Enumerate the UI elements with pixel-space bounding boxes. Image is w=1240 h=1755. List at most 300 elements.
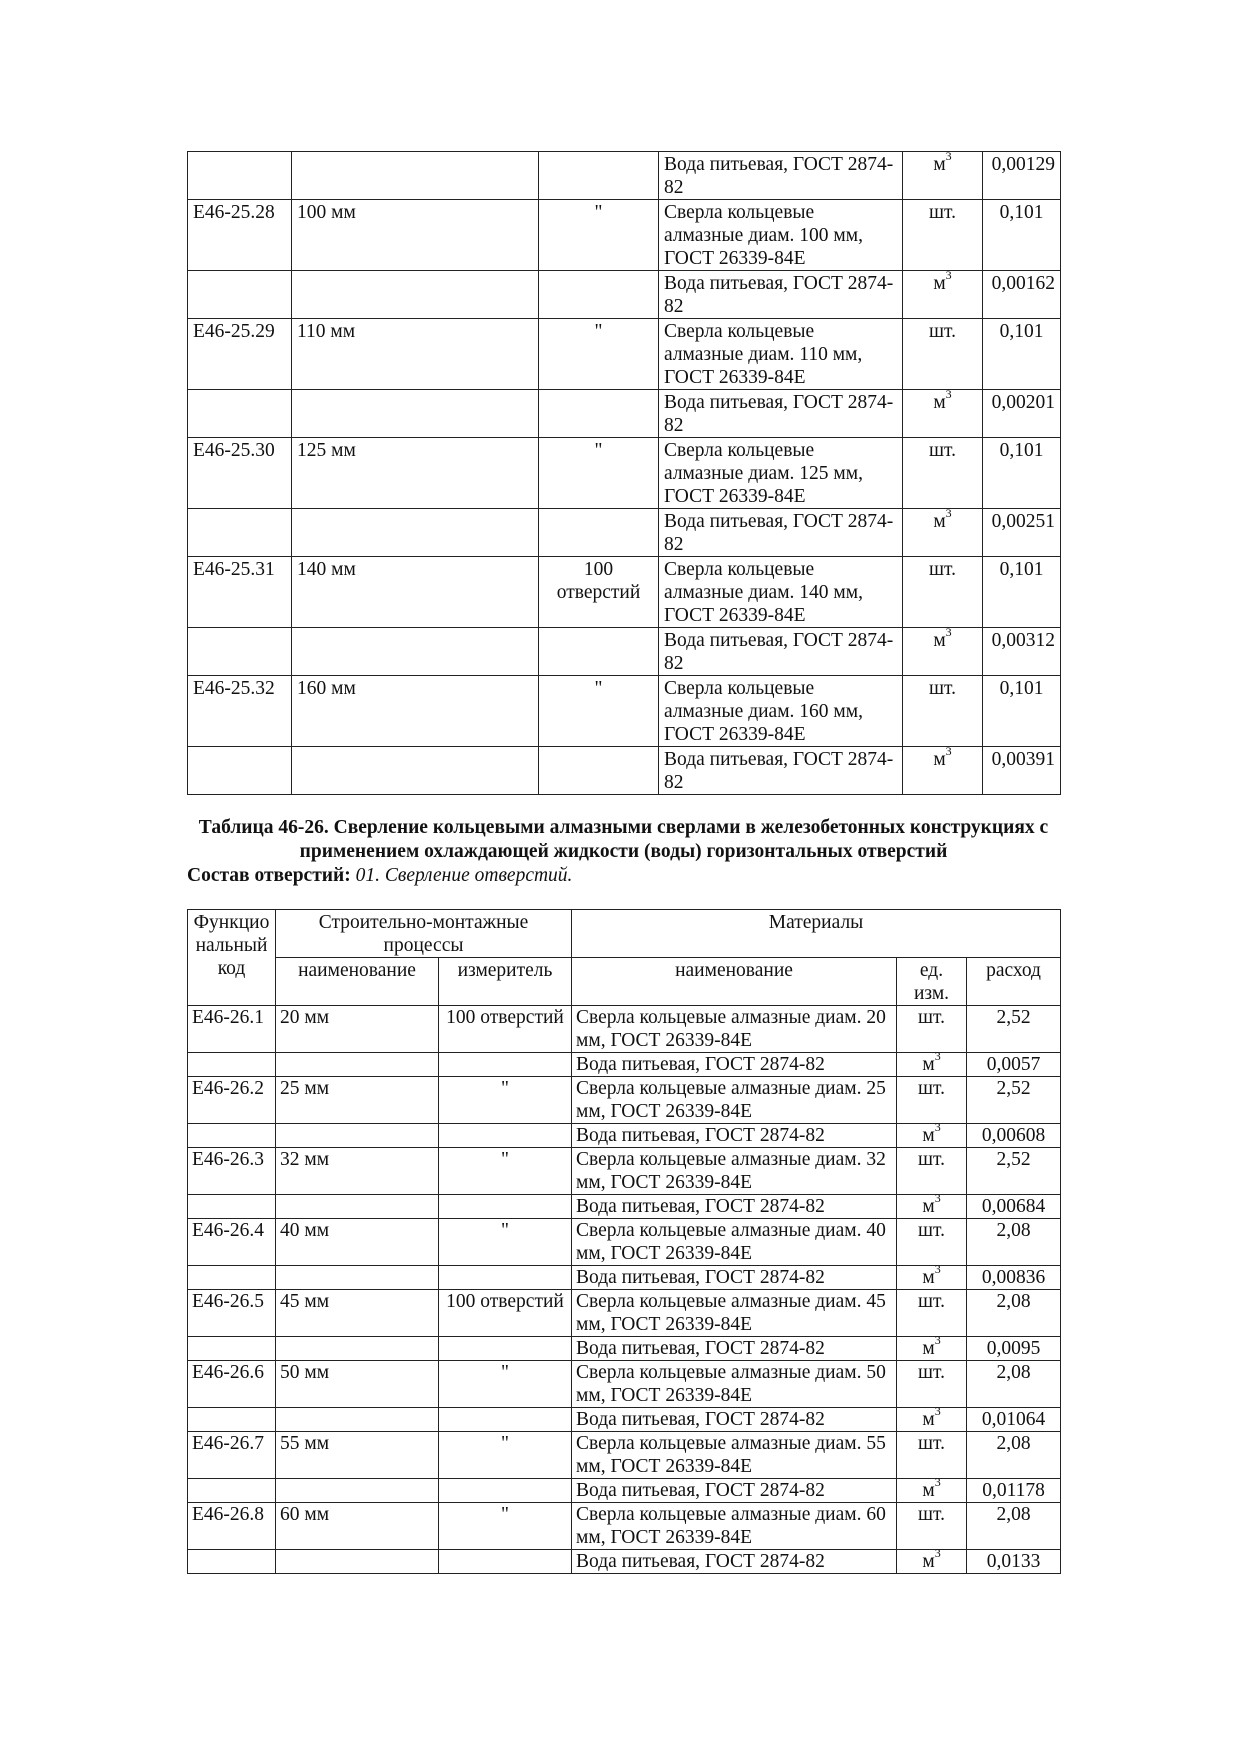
cell-measure	[539, 676, 659, 747]
cell-name	[292, 152, 539, 200]
cell-measure	[539, 271, 659, 319]
cell-unit-text: м	[933, 749, 946, 770]
cell-amount	[967, 1148, 1061, 1195]
cell-amount	[967, 1550, 1061, 1574]
cell-material-text: Вода питьевая, ГОСТ 2874-82	[576, 1338, 825, 1359]
cell-measure	[539, 319, 659, 390]
cell-name	[276, 1077, 439, 1124]
cell-unit-text: м	[933, 511, 946, 532]
cell-amount-text: 2,08	[996, 1504, 1031, 1525]
cell-material-text: Сверла кольцевые алмазные диам. 45 мм, ГОСТ 26339-84Е	[576, 1291, 886, 1335]
unit-superscript: 3	[934, 1475, 941, 1489]
table-row	[188, 1503, 1061, 1550]
cell-name	[276, 1148, 439, 1195]
cell-measure	[439, 1361, 572, 1408]
cell-unit-text: м	[933, 630, 946, 651]
cell-unit	[903, 557, 983, 628]
cell-amount	[967, 1077, 1061, 1124]
cell-unit-text: м	[933, 392, 946, 413]
cell-code-text: Е46-25.32	[193, 678, 275, 699]
header-mat-unit: ед. изм.	[897, 958, 967, 1006]
table-row	[188, 1266, 1061, 1290]
cell-material	[659, 319, 903, 390]
cell-name-text: 50 мм	[280, 1362, 330, 1383]
cell-material	[572, 1195, 897, 1219]
cell-amount-text: 0,0057	[986, 1054, 1041, 1075]
cell-unit	[897, 1475, 967, 1503]
cell-measure	[439, 1550, 572, 1574]
cell-material	[659, 557, 903, 628]
table-row	[188, 747, 1061, 795]
cell-code	[188, 1479, 276, 1503]
cell-material	[572, 1077, 897, 1124]
cell-name	[292, 319, 539, 390]
cell-material-text: Вода питьевая, ГОСТ 2874-82	[664, 630, 894, 674]
composition-label: Состав отверстий:	[187, 865, 351, 886]
cell-unit	[903, 200, 983, 271]
cell-unit-text: м	[922, 1196, 935, 1217]
cell-measure-text: "	[501, 1220, 509, 1241]
cell-name-text: 140 мм	[297, 559, 356, 580]
cell-material-text: Вода питьевая, ГОСТ 2874-82	[664, 511, 894, 555]
cell-amount	[967, 1266, 1061, 1290]
cell-unit	[903, 506, 983, 557]
cell-material	[572, 1503, 897, 1550]
table-header	[188, 910, 1061, 1006]
cell-amount	[967, 1290, 1061, 1337]
header-mat-name: наименование	[572, 958, 897, 1006]
cell-amount-text: 0,0095	[986, 1338, 1041, 1359]
cell-name-text: 25 мм	[280, 1078, 330, 1099]
unit-superscript: 3	[945, 149, 952, 163]
table-row	[188, 1195, 1061, 1219]
cell-name	[292, 438, 539, 509]
cell-amount-text: 0,101	[999, 321, 1044, 342]
composition-line	[187, 864, 1060, 888]
table-row	[188, 390, 1061, 438]
cell-code	[188, 200, 292, 271]
cell-code	[188, 1361, 276, 1408]
cell-unit	[903, 387, 983, 438]
cell-unit	[897, 1049, 967, 1077]
cell-amount-text: 0,00836	[981, 1267, 1046, 1288]
table-row	[188, 628, 1061, 676]
cell-code-text: Е46-26.5	[192, 1291, 265, 1312]
cell-measure	[539, 557, 659, 628]
cell-measure	[539, 438, 659, 509]
table-46-25-continuation	[187, 151, 1061, 795]
cell-code	[188, 1195, 276, 1219]
cell-material-text: Сверла кольцевые алмазные диам. 160 мм, ГОСТ 26339-84Е	[664, 678, 863, 745]
cell-measure-text: "	[501, 1433, 509, 1454]
cell-unit-text: шт.	[918, 1007, 945, 1028]
cell-amount-text: 0,01064	[981, 1409, 1046, 1430]
cell-unit	[897, 1262, 967, 1290]
cell-material	[572, 1219, 897, 1266]
unit-superscript: 3	[934, 1262, 941, 1276]
table-row	[188, 200, 1061, 271]
table-row	[188, 1006, 1061, 1053]
cell-code	[188, 390, 292, 438]
header-row	[188, 910, 1061, 958]
cell-name	[276, 1124, 439, 1148]
cell-code-text: Е46-26.2	[192, 1078, 265, 1099]
cell-code	[188, 1077, 276, 1124]
cell-material-text: Вода питьевая, ГОСТ 2874-82	[576, 1196, 825, 1217]
cell-code	[188, 271, 292, 319]
cell-measure-text: 100 отверстий	[446, 1291, 564, 1312]
cell-name-text: 100 мм	[297, 202, 356, 223]
cell-unit-text: шт.	[918, 1291, 945, 1312]
cell-unit-text: шт.	[929, 202, 956, 223]
cell-name	[292, 271, 539, 319]
cell-code	[188, 152, 292, 200]
cell-unit	[897, 1290, 967, 1337]
cell-amount-text: 0,101	[999, 440, 1044, 461]
cell-material-text: Вода питьевая, ГОСТ 2874-82	[576, 1125, 825, 1146]
cell-unit	[903, 625, 983, 676]
table-body	[188, 149, 1061, 795]
header-subrow	[188, 958, 1061, 1006]
cell-material-text: Вода питьевая, ГОСТ 2874-82	[576, 1551, 825, 1572]
cell-material	[572, 1479, 897, 1503]
table-row	[188, 1219, 1061, 1266]
cell-code-text: Е46-26.4	[192, 1220, 265, 1241]
cell-code	[188, 1432, 276, 1479]
cell-material	[572, 1432, 897, 1479]
cell-unit-text: шт.	[918, 1220, 945, 1241]
table-46-26	[187, 909, 1061, 1574]
cell-name	[292, 676, 539, 747]
table-row	[188, 319, 1061, 390]
cell-measure	[439, 1503, 572, 1550]
cell-measure-text: 100 отверстий	[556, 559, 641, 603]
cell-amount	[983, 390, 1061, 438]
cell-name-text: 40 мм	[280, 1220, 330, 1241]
cell-material	[659, 628, 903, 676]
cell-material	[572, 1006, 897, 1053]
cell-amount-text: 0,101	[999, 202, 1044, 223]
cell-measure	[439, 1219, 572, 1266]
cell-material-text: Сверла кольцевые алмазные диам. 60 мм, ГОСТ 26339-84Е	[576, 1504, 886, 1548]
cell-unit-text: м	[922, 1480, 935, 1501]
cell-amount-text: 0,0133	[986, 1551, 1041, 1572]
cell-unit-text: м	[922, 1409, 935, 1430]
table-row	[188, 1337, 1061, 1361]
unit-superscript: 3	[945, 506, 952, 520]
cell-name-text: 60 мм	[280, 1504, 330, 1525]
header-processes: Строительно-монтажные процессы	[276, 910, 572, 958]
cell-measure	[439, 1337, 572, 1361]
cell-amount	[983, 628, 1061, 676]
cell-code-text: Е46-25.31	[193, 559, 275, 580]
cell-unit	[897, 1404, 967, 1432]
cell-unit	[903, 149, 983, 200]
cell-material-text: Вода питьевая, ГОСТ 2874-82	[664, 273, 894, 317]
cell-material	[659, 390, 903, 438]
cell-measure	[539, 628, 659, 676]
cell-amount-text: 0,00162	[991, 273, 1055, 294]
cell-material-text: Сверла кольцевые алмазные диам. 32 мм, ГОСТ 26339-84Е	[576, 1149, 886, 1193]
cell-code-text: Е46-25.29	[193, 321, 275, 342]
cell-measure-text: "	[501, 1504, 509, 1525]
cell-measure-text: 100 отверстий	[446, 1007, 564, 1028]
cell-code	[188, 1006, 276, 1053]
table-body	[188, 1006, 1061, 1574]
cell-material	[572, 1290, 897, 1337]
cell-name-text: 110 мм	[297, 321, 356, 342]
table-row	[188, 1361, 1061, 1408]
cell-name	[292, 557, 539, 628]
cell-code	[188, 1290, 276, 1337]
cell-amount	[983, 271, 1061, 319]
cell-measure	[439, 1124, 572, 1148]
cell-unit-text: шт.	[918, 1078, 945, 1099]
unit-superscript: 3	[945, 387, 952, 401]
cell-unit	[903, 676, 983, 747]
table-row	[188, 1432, 1061, 1479]
cell-measure-text: "	[594, 440, 603, 461]
cell-amount	[967, 1361, 1061, 1408]
cell-unit-text: м	[933, 154, 946, 175]
cell-material-text: Сверла кольцевые алмазные диам. 110 мм, ГОСТ 26339-84Е	[664, 321, 863, 388]
cell-name	[276, 1408, 439, 1432]
cell-measure-text: "	[594, 202, 603, 223]
cell-material-text: Сверла кольцевые алмазные диам. 50 мм, ГОСТ 26339-84Е	[576, 1362, 886, 1406]
cell-material	[659, 509, 903, 557]
cell-unit-text: шт.	[918, 1149, 945, 1170]
cell-name	[292, 200, 539, 271]
cell-amount-text: 2,08	[996, 1362, 1031, 1383]
cell-name	[276, 1195, 439, 1219]
cell-amount-text: 0,00312	[991, 630, 1055, 651]
unit-superscript: 3	[934, 1191, 941, 1205]
cell-amount	[983, 200, 1061, 271]
cell-material-text: Вода питьевая, ГОСТ 2874-82	[664, 154, 894, 198]
cell-code-text: Е46-26.6	[192, 1362, 265, 1383]
cell-amount	[967, 1006, 1061, 1053]
cell-material-text: Вода питьевая, ГОСТ 2874-82	[664, 392, 894, 436]
cell-code	[188, 509, 292, 557]
cell-name-text: 20 мм	[280, 1007, 330, 1028]
header-proc-measure: измеритель	[439, 958, 572, 1006]
cell-material-text: Сверла кольцевые алмазные диам. 55 мм, ГОСТ 26339-84Е	[576, 1433, 886, 1477]
cell-amount-text: 0,00391	[991, 749, 1055, 770]
cell-unit-text: шт.	[918, 1362, 945, 1383]
cell-material	[572, 1408, 897, 1432]
cell-amount-text: 0,101	[999, 678, 1044, 699]
cell-name	[276, 1006, 439, 1053]
cell-unit-text: шт.	[918, 1504, 945, 1525]
cell-name	[292, 390, 539, 438]
cell-code	[188, 1219, 276, 1266]
cell-measure	[439, 1266, 572, 1290]
cell-amount-text: 0,101	[999, 559, 1044, 580]
cell-unit	[903, 438, 983, 509]
cell-code	[188, 1408, 276, 1432]
cell-material-text: Вода питьевая, ГОСТ 2874-82	[576, 1267, 825, 1288]
cell-unit	[897, 1120, 967, 1148]
cell-material	[572, 1361, 897, 1408]
cell-material-text: Сверла кольцевые алмазные диам. 40 мм, ГОСТ 26339-84Е	[576, 1220, 886, 1264]
cell-unit-text: шт.	[918, 1433, 945, 1454]
cell-measure-text: "	[501, 1149, 509, 1170]
cell-amount	[967, 1124, 1061, 1148]
cell-measure	[439, 1195, 572, 1219]
cell-unit	[897, 1432, 967, 1479]
cell-name	[276, 1053, 439, 1077]
cell-amount-text: 2,08	[996, 1220, 1031, 1241]
cell-material	[659, 747, 903, 795]
cell-unit	[897, 1148, 967, 1195]
cell-unit-text: м	[922, 1267, 935, 1288]
cell-measure	[539, 509, 659, 557]
cell-unit-text: шт.	[929, 678, 956, 699]
table-title: Таблица 46-26. Сверление кольцевыми алмазными сверлами в железобетонных конструкциях с применением охлаждающей жидкости (воды) горизонтальных отверстий	[198, 817, 1049, 862]
cell-code	[188, 1148, 276, 1195]
cell-material	[659, 152, 903, 200]
cell-name	[276, 1550, 439, 1574]
cell-unit	[903, 319, 983, 390]
cell-unit	[897, 1503, 967, 1550]
cell-name	[276, 1219, 439, 1266]
cell-unit	[903, 744, 983, 795]
cell-unit	[897, 1077, 967, 1124]
cell-unit-text: м	[922, 1054, 935, 1075]
cell-code	[188, 1266, 276, 1290]
table-row	[188, 1550, 1061, 1574]
cell-amount	[983, 152, 1061, 200]
unit-superscript: 3	[945, 625, 952, 639]
table-row	[188, 438, 1061, 509]
cell-amount-text: 2,08	[996, 1291, 1031, 1312]
cell-amount	[967, 1337, 1061, 1361]
cell-amount	[967, 1503, 1061, 1550]
cell-unit	[897, 1006, 967, 1053]
cell-code	[188, 1337, 276, 1361]
table-row	[188, 509, 1061, 557]
unit-superscript: 3	[934, 1404, 941, 1418]
cell-measure	[439, 1053, 572, 1077]
header-materials: Материалы	[572, 910, 1061, 958]
cell-code	[188, 319, 292, 390]
cell-material	[659, 200, 903, 271]
cell-amount-text: 0,01178	[982, 1480, 1045, 1501]
cell-material	[572, 1053, 897, 1077]
cell-material	[659, 438, 903, 509]
cell-measure	[439, 1148, 572, 1195]
cell-name	[276, 1290, 439, 1337]
cell-measure-text: "	[594, 321, 603, 342]
cell-code-text: Е46-25.30	[193, 440, 275, 461]
cell-material-text: Сверла кольцевые алмазные диам. 25 мм, ГОСТ 26339-84Е	[576, 1078, 886, 1122]
table-row	[188, 676, 1061, 747]
cell-material-text: Сверла кольцевые алмазные диам. 140 мм, ГОСТ 26339-84Е	[664, 559, 863, 626]
cell-name-text: 125 мм	[297, 440, 356, 461]
cell-amount	[967, 1219, 1061, 1266]
cell-amount	[983, 747, 1061, 795]
cell-amount-text: 2,08	[996, 1433, 1031, 1454]
cell-amount-text: 2,52	[996, 1149, 1031, 1170]
cell-code-text: Е46-26.1	[192, 1007, 265, 1028]
cell-name	[276, 1337, 439, 1361]
cell-unit-text: шт.	[929, 321, 956, 342]
table-row	[188, 1148, 1061, 1195]
cell-name	[292, 628, 539, 676]
header-proc-name: наименование	[276, 958, 439, 1006]
cell-measure	[439, 1006, 572, 1053]
cell-amount	[967, 1432, 1061, 1479]
cell-name	[276, 1361, 439, 1408]
cell-amount	[967, 1195, 1061, 1219]
cell-measure	[539, 152, 659, 200]
cell-amount	[983, 557, 1061, 628]
cell-code	[188, 557, 292, 628]
composition-value: 01. Сверление отверстий.	[355, 865, 573, 886]
cell-material-text: Сверла кольцевые алмазные диам. 100 мм, ГОСТ 26339-84Е	[664, 202, 863, 269]
unit-superscript: 3	[945, 268, 952, 282]
cell-code	[188, 438, 292, 509]
cell-code	[188, 1124, 276, 1148]
cell-name-text: 32 мм	[280, 1149, 330, 1170]
cell-material-text: Вода питьевая, ГОСТ 2874-82	[576, 1409, 825, 1430]
cell-unit	[897, 1219, 967, 1266]
cell-material	[572, 1550, 897, 1574]
cell-amount	[967, 1053, 1061, 1077]
cell-code	[188, 1053, 276, 1077]
cell-measure	[439, 1290, 572, 1337]
cell-amount-text: 2,52	[996, 1007, 1031, 1028]
unit-superscript: 3	[945, 744, 952, 758]
table-row	[188, 271, 1061, 319]
cell-measure	[539, 390, 659, 438]
cell-material-text: Вода питьевая, ГОСТ 2874-82	[664, 749, 894, 793]
unit-superscript: 3	[934, 1333, 941, 1347]
cell-amount	[967, 1408, 1061, 1432]
cell-name	[292, 747, 539, 795]
cell-unit-text: м	[933, 273, 946, 294]
cell-code	[188, 628, 292, 676]
cell-measure	[439, 1479, 572, 1503]
cell-unit-text: шт.	[929, 559, 956, 580]
header-func-code: Функцио нальный код	[188, 910, 276, 1006]
cell-amount-text: 0,00608	[981, 1125, 1046, 1146]
table-row	[188, 1053, 1061, 1077]
cell-measure-text: "	[594, 678, 603, 699]
cell-amount	[983, 509, 1061, 557]
cell-material-text: Вода питьевая, ГОСТ 2874-82	[576, 1480, 825, 1501]
cell-amount	[983, 438, 1061, 509]
cell-amount-text: 0,00251	[991, 511, 1055, 532]
cell-measure	[439, 1432, 572, 1479]
table-row	[188, 1077, 1061, 1124]
cell-measure	[439, 1408, 572, 1432]
cell-unit-text: м	[922, 1125, 935, 1146]
cell-amount-text: 0,00129	[991, 154, 1055, 175]
cell-material	[572, 1148, 897, 1195]
unit-superscript: 3	[934, 1120, 941, 1134]
cell-name	[276, 1266, 439, 1290]
cell-name	[292, 509, 539, 557]
cell-name	[276, 1432, 439, 1479]
cell-material	[572, 1337, 897, 1361]
cell-material-text: Сверла кольцевые алмазные диам. 125 мм, ГОСТ 26339-84Е	[664, 440, 863, 507]
table-row	[188, 1290, 1061, 1337]
cell-amount	[983, 676, 1061, 747]
cell-code	[188, 747, 292, 795]
cell-measure	[539, 200, 659, 271]
cell-unit	[897, 1546, 967, 1574]
